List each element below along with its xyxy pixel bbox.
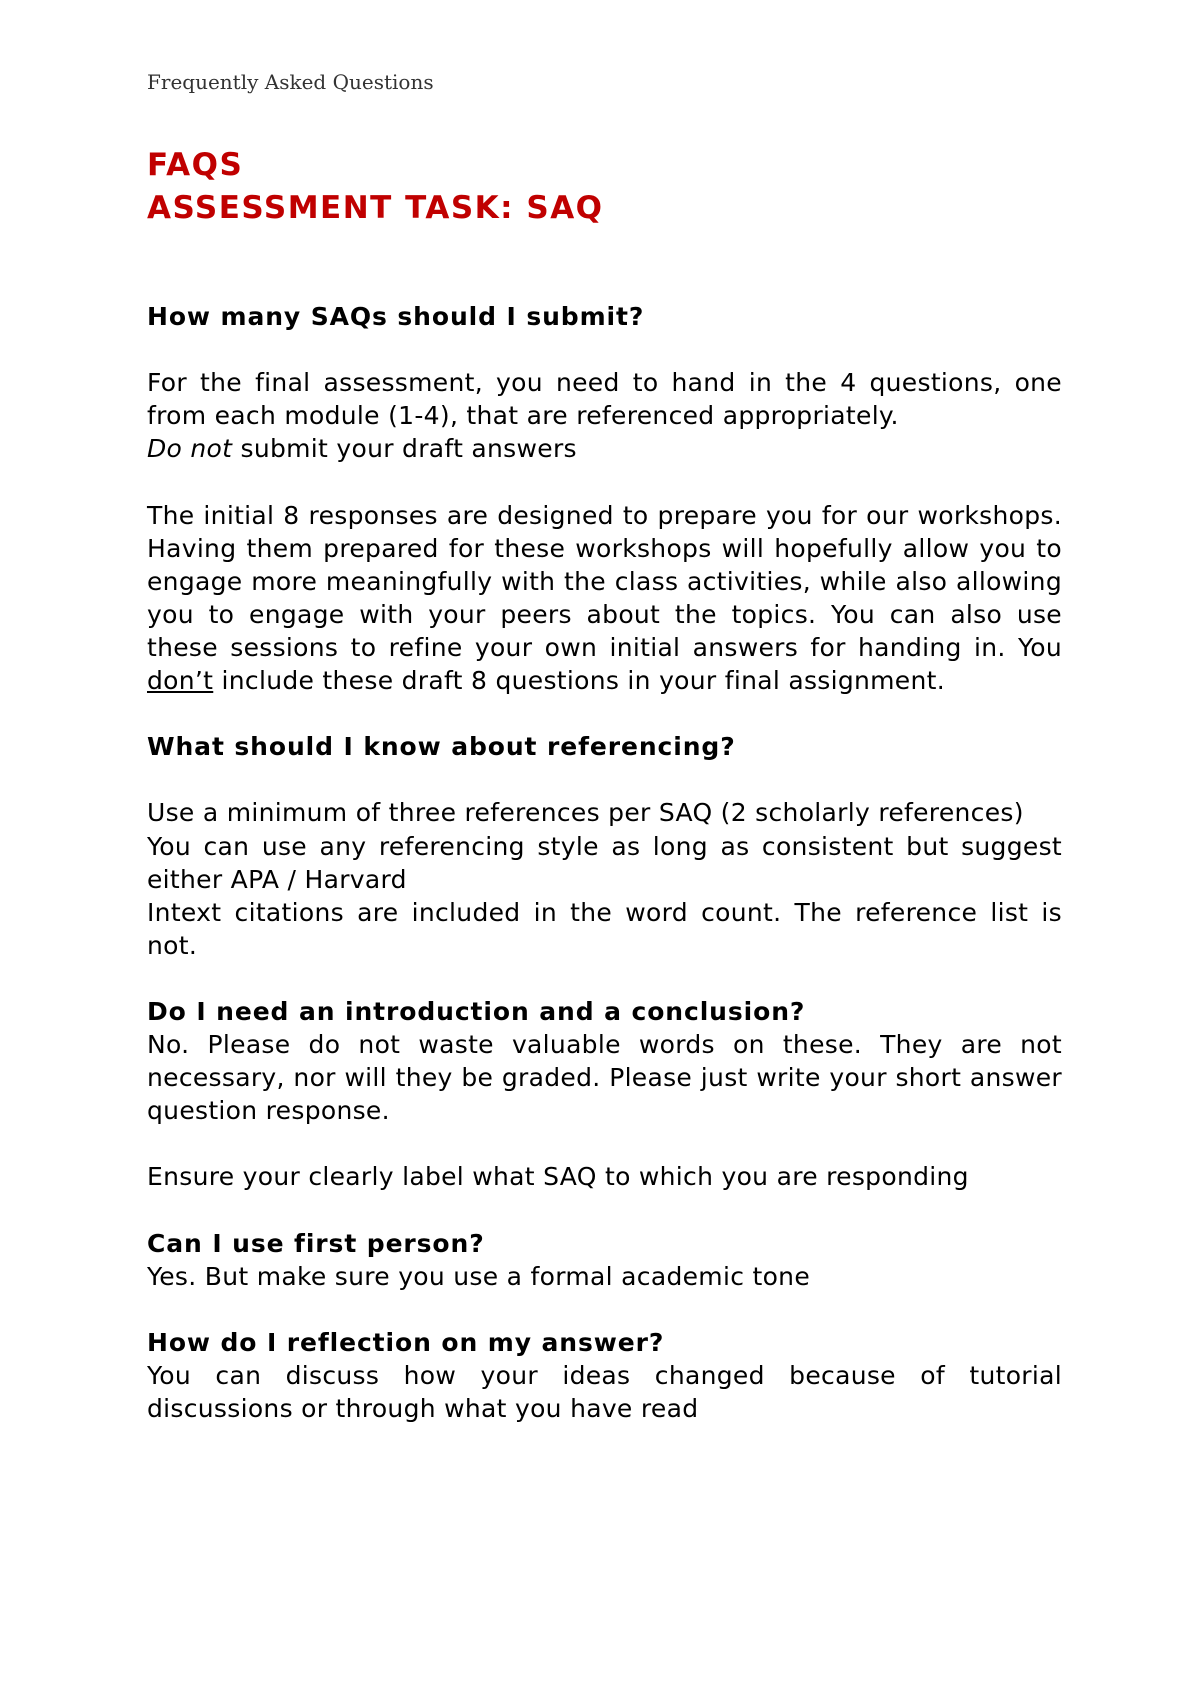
faq-answer: Ensure your clearly label what SAQ to which you are responding — [147, 1162, 969, 1192]
faq-answer: For the final assessment, you need to hand in the 4 questions, one from each module (1-4), that are referenced appropriately. Do not submit your draft answers — [147, 368, 1062, 464]
running-header: Frequently Asked Questions — [147, 70, 434, 94]
faq-answer: Intext citations are included in the word count. The reference list is not. — [147, 897, 1062, 960]
faq-question: What should I know about referencing? — [147, 732, 736, 762]
faq-question: Can I use first person? — [147, 1228, 485, 1258]
faq-answer: The initial 8 responses are designed to prepare you for our workshops. Having them prepared for these workshops will hopefully allow you to engage more meaningfully with the class activities, while also allowing you to engage with your peers about the topics. You can also use these sessions to refine your own initial answers for handing in. You don’t include these draft 8 questions in your final assignment. — [147, 500, 1062, 696]
faq-answer: No. Please do not waste valuable words on these. They are not necessary, nor will they be graded. Please just write your short answer question response. — [147, 1030, 1062, 1126]
title-line-2: ASSESSMENT TASK: SAQ — [147, 190, 604, 226]
faq-answer: Yes. But make sure you use a formal academic tone — [147, 1261, 811, 1291]
faq-content — [147, 300, 1062, 1425]
faq-answer: You can discuss how your ideas changed because of tutorial discussions or through what you have read — [147, 1361, 1062, 1424]
faq-question: How do I reflection on my answer? — [147, 1327, 665, 1357]
faq-question: Do I need an introduction and a conclusion? — [147, 996, 806, 1026]
title-line-1: FAQS — [147, 147, 244, 183]
faq-answer: Use a minimum of three references per SAQ (2 scholarly references) — [147, 798, 1024, 828]
emphasis-text: Do not — [147, 434, 233, 464]
underlined-text: don’t — [147, 666, 214, 696]
faq-question: How many SAQs should I submit? — [147, 302, 645, 331]
faq-answer: You can use any referencing style as long as consistent but suggest either APA / Harvard — [147, 831, 1062, 894]
